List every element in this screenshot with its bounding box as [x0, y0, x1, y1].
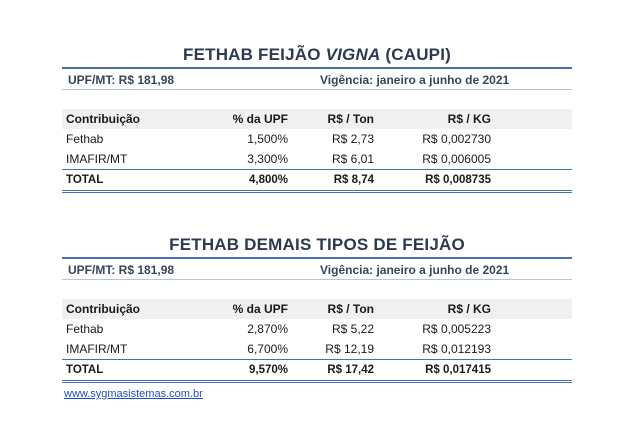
upf-value: UPF/MT: R$ 181,98 — [68, 263, 175, 277]
header-contribuicao: Contribuição — [62, 299, 216, 319]
total-label: TOTAL — [62, 170, 216, 191]
upf-value: UPF/MT: R$ 181,98 — [68, 73, 175, 87]
section-title: FETHAB DEMAIS TIPOS DE FEIJÃO — [169, 235, 465, 254]
table-total-row — [62, 360, 572, 381]
total-kg: R$ 0,017415 — [374, 360, 491, 381]
website-link[interactable]: www.sygmasistemas.com.br — [64, 388, 203, 400]
cell-kg: R$ 0,005223 — [422, 322, 491, 336]
header-rs-ton: R$ / Ton — [288, 109, 374, 129]
table-header-row — [62, 299, 572, 319]
title-italic: VIGNA — [325, 45, 381, 64]
contribution-table — [62, 299, 572, 380]
header-spacer — [491, 299, 572, 319]
total-label: TOTAL — [62, 360, 216, 381]
cell-pct: 6,700% — [247, 342, 288, 356]
header-spacer — [491, 109, 572, 129]
cell-name: Fethab — [66, 322, 104, 336]
cell-kg: R$ 0,006005 — [422, 152, 491, 166]
info-rule — [62, 279, 572, 280]
cell-pct: 2,870% — [247, 322, 288, 336]
total-pct: 4,800% — [216, 170, 288, 191]
title-prefix: FETHAB FEIJÃO — [182, 45, 321, 64]
header-pct-upf: % da UPF — [216, 109, 288, 129]
cell-pct: 1,500% — [247, 132, 288, 146]
cell-kg: R$ 0,002730 — [422, 132, 491, 146]
cell-name: Fethab — [66, 132, 104, 146]
table-row — [62, 149, 572, 170]
section-title — [62, 44, 572, 66]
vigencia-value: Vigência: janeiro a junho de 2021 — [320, 73, 510, 87]
title-suffix: (CAUPI) — [385, 45, 451, 64]
section-vigna — [62, 44, 572, 193]
table-row — [62, 129, 572, 149]
info-row — [62, 69, 572, 89]
total-double-rule — [62, 190, 572, 193]
total-kg: R$ 0,008735 — [374, 170, 491, 191]
contribution-table — [62, 109, 572, 190]
cell-ton: R$ 6,01 — [331, 152, 374, 166]
total-pct: 9,570% — [216, 360, 288, 381]
header-rs-kg: R$ / KG — [374, 109, 491, 129]
info-row — [62, 259, 572, 279]
cell-ton: R$ 2,73 — [331, 132, 374, 146]
header-pct-upf: % da UPF — [216, 299, 288, 319]
cell-ton: R$ 12,19 — [325, 342, 374, 356]
cell-ton: R$ 5,22 — [331, 322, 374, 336]
vigencia-value: Vigência: janeiro a junho de 2021 — [320, 263, 510, 277]
table-header-row — [62, 109, 572, 129]
total-double-rule — [62, 380, 572, 383]
table-row — [62, 319, 572, 339]
table-row — [62, 339, 572, 360]
info-rule — [62, 89, 572, 90]
total-ton: R$ 8,74 — [288, 170, 374, 191]
cell-name: IMAFIR/MT — [66, 342, 128, 356]
header-rs-ton: R$ / Ton — [288, 299, 374, 319]
cell-name: IMAFIR/MT — [66, 152, 128, 166]
table-total-row — [62, 170, 572, 191]
section-demais — [62, 234, 572, 383]
cell-kg: R$ 0,012193 — [422, 342, 491, 356]
total-ton: R$ 17,42 — [288, 360, 374, 381]
header-rs-kg: R$ / KG — [374, 299, 491, 319]
cell-pct: 3,300% — [247, 152, 288, 166]
header-contribuicao: Contribuição — [62, 109, 216, 129]
